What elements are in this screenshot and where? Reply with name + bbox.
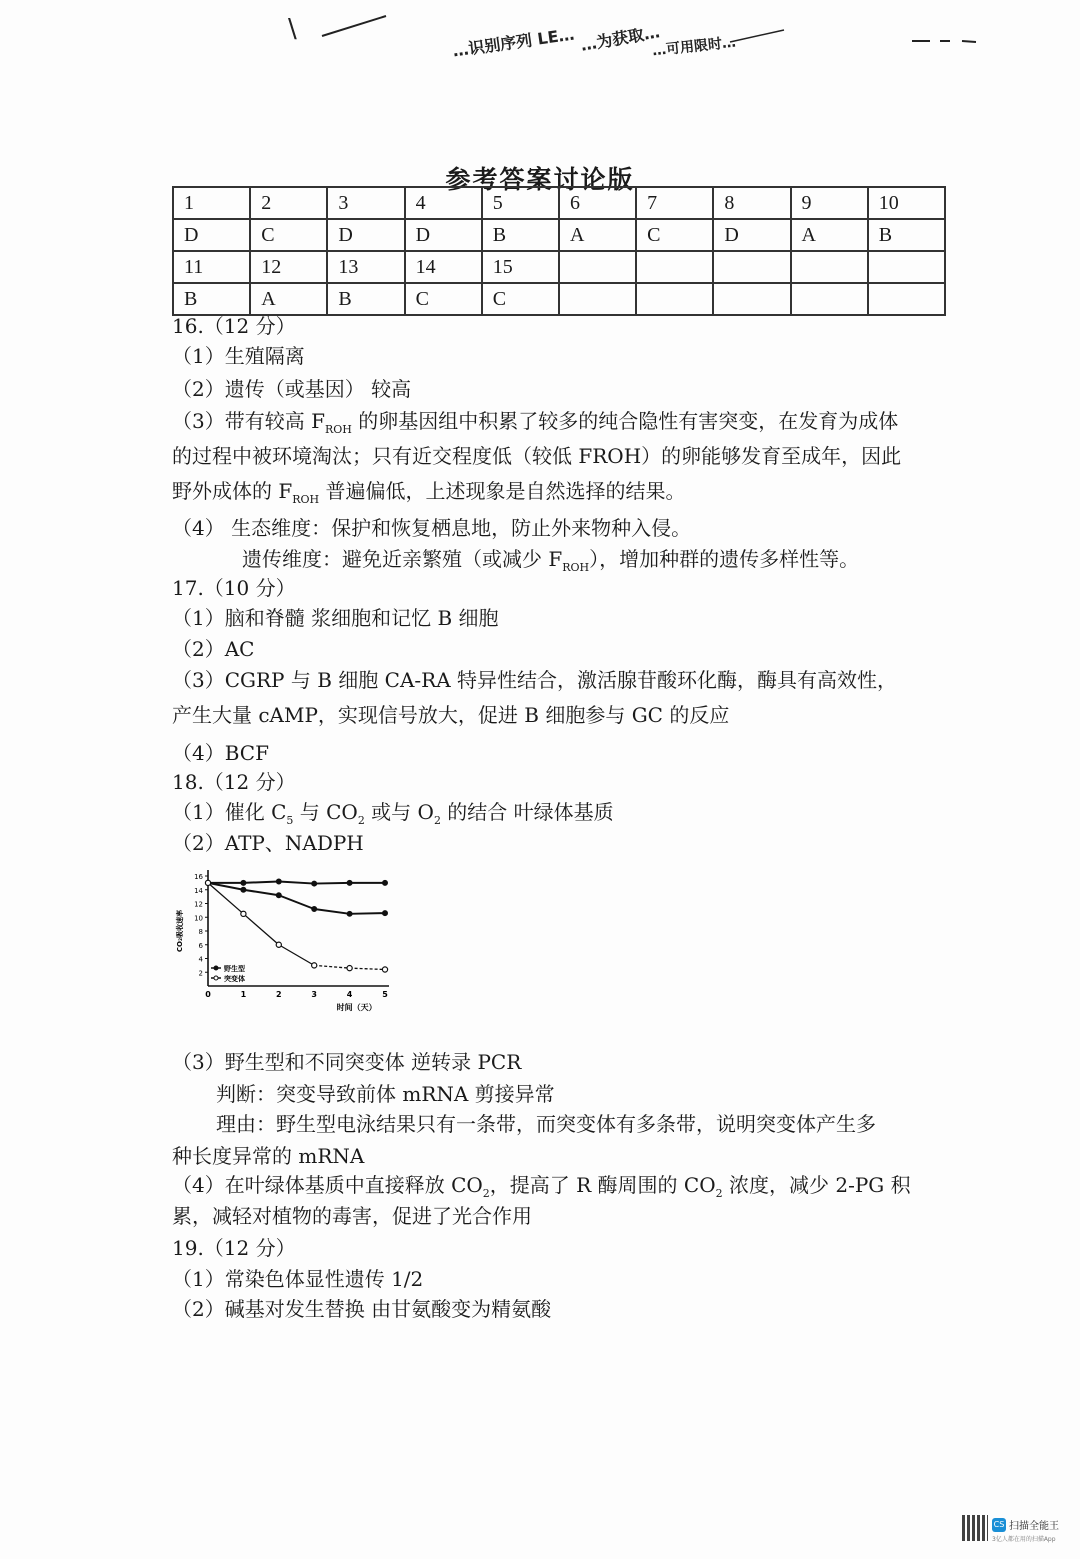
y-axis-label: CO₂吸收速率 bbox=[176, 909, 184, 953]
watermark-brand: 扫描全能王 bbox=[1009, 1521, 1059, 1532]
answer-table-cell: 11 bbox=[173, 251, 250, 283]
legend-label: 野生型 bbox=[224, 965, 245, 973]
q16-answer-3-line2: 的过程中被环境淘汰；只有近交程度低（较低 FROH）的卵能够发育至成年，因此 bbox=[172, 444, 902, 468]
header-fragment-middle: …识别序列 LE… bbox=[451, 24, 576, 61]
q16-answer-4-line1: （4） 生态维度：保护和恢复栖息地，防止外来物种入侵。 bbox=[172, 516, 692, 540]
answer-table-cell: D bbox=[173, 219, 250, 251]
q18-heading: 18.（12 分） bbox=[172, 770, 296, 794]
qr-code-icon bbox=[962, 1515, 988, 1541]
answer-table-cell bbox=[791, 251, 868, 283]
y-tick-label: 14 bbox=[194, 886, 203, 895]
series-line bbox=[314, 965, 349, 968]
x-tick-label: 3 bbox=[311, 990, 317, 999]
header-fragment-left: \ bbox=[288, 14, 297, 44]
legend-marker bbox=[214, 976, 218, 980]
series-line bbox=[243, 890, 278, 896]
series-line bbox=[279, 895, 314, 909]
answer-table bbox=[172, 186, 946, 316]
answer-table-cell: 5 bbox=[482, 187, 559, 219]
q19-answer-1: （1）常染色体显性遗传 1/2 bbox=[172, 1267, 424, 1291]
header-fragment-mid2: …为获取… bbox=[579, 22, 662, 55]
answer-table-cell: 12 bbox=[250, 251, 327, 283]
data-point bbox=[312, 963, 317, 968]
q18-a4-text-b: ，提高了 R 酶周围的 CO bbox=[489, 1173, 716, 1197]
q18-a4-text-a: （4）在叶绿体基质中直接释放 CO bbox=[172, 1173, 483, 1197]
answer-table-cell: A bbox=[250, 283, 327, 315]
scanner-watermark bbox=[962, 1515, 1062, 1545]
series-line bbox=[208, 883, 243, 914]
answer-table-cell: D bbox=[713, 219, 790, 251]
q16-a4-text-b: ），增加种群的遗传多样性等。 bbox=[589, 547, 860, 571]
x-tick-label: 5 bbox=[382, 990, 388, 999]
q19-heading: 19.（12 分） bbox=[172, 1236, 296, 1260]
q18-a1-sub-1: 5 bbox=[286, 814, 294, 827]
answer-table-cell bbox=[559, 251, 636, 283]
q16-answer-3-line1 bbox=[172, 406, 972, 445]
answer-table-cell: A bbox=[559, 219, 636, 251]
data-point bbox=[382, 967, 387, 972]
x-tick-label: 1 bbox=[240, 990, 247, 999]
x-axis-label: 时间（天） bbox=[336, 1003, 377, 1012]
answer-table-cell: D bbox=[405, 219, 482, 251]
q16-heading: 16.（12 分） bbox=[172, 314, 296, 338]
data-point bbox=[276, 893, 281, 898]
q17-answer-1: （1）脑和脊髓 浆细胞和记忆 B 细胞 bbox=[172, 606, 499, 630]
data-point bbox=[383, 880, 388, 885]
q16-a3-text-d: 普遍偏低，上述现象是自然选择的结果。 bbox=[319, 479, 686, 503]
answer-table-row bbox=[173, 251, 945, 283]
q18-a1-text-c: 或与 O bbox=[364, 800, 434, 824]
watermark-subtitle: 3亿人都在用的扫描App bbox=[992, 1536, 1056, 1543]
q18-a4-sub-2: 2 bbox=[715, 1187, 723, 1200]
q17-answer-2: （2）AC bbox=[172, 637, 255, 661]
data-point bbox=[241, 911, 246, 916]
header-stroke-3 bbox=[910, 36, 980, 46]
series-line bbox=[350, 913, 385, 914]
co2-absorption-chart bbox=[170, 858, 400, 1018]
legend-label: 突变体 bbox=[224, 975, 245, 983]
scan-header-fragments bbox=[0, 0, 1080, 90]
q16-answer-3-line3 bbox=[172, 476, 972, 515]
data-point bbox=[383, 911, 388, 916]
answer-table-row bbox=[173, 187, 945, 219]
x-tick-label: 4 bbox=[346, 990, 353, 999]
data-point bbox=[347, 880, 352, 885]
answer-table-cell: 10 bbox=[868, 187, 945, 219]
series-line bbox=[314, 883, 349, 884]
answer-table-cell: A bbox=[791, 219, 868, 251]
q18-answer-3-line4: 种长度异常的 mRNA bbox=[172, 1144, 365, 1168]
q18-a1-sub-2: 2 bbox=[357, 814, 365, 827]
answer-table-cell: 13 bbox=[327, 251, 404, 283]
x-tick-label: 0 bbox=[205, 990, 211, 999]
answer-table-cell: 1 bbox=[173, 187, 250, 219]
header-stroke-2 bbox=[728, 26, 788, 46]
data-point bbox=[205, 880, 210, 885]
y-tick-label: 4 bbox=[198, 955, 203, 964]
q18-a1-sub-3: 2 bbox=[433, 814, 441, 827]
answer-table-cell bbox=[868, 251, 945, 283]
answer-table-row bbox=[173, 219, 945, 251]
answer-table-cell: C bbox=[250, 219, 327, 251]
q16-a3-text-c: 野外成体的 F bbox=[172, 479, 293, 503]
q18-a1-text-b: 与 CO bbox=[293, 800, 358, 824]
data-point bbox=[241, 887, 246, 892]
legend-marker bbox=[214, 966, 218, 970]
y-tick-label: 8 bbox=[198, 928, 203, 936]
data-point bbox=[347, 966, 352, 971]
q19-answer-2: （2）碱基对发生替换 由甘氨酸变为精氨酸 bbox=[172, 1297, 552, 1321]
q17-answer-4: （4）BCF bbox=[172, 741, 269, 765]
q16-answer-1: （1）生殖隔离 bbox=[172, 344, 305, 368]
y-tick-label: 16 bbox=[194, 873, 203, 881]
answer-table-cell: B bbox=[482, 219, 559, 251]
q18-answer-3-line1: （3）野生型和不同突变体 逆转录 PCR bbox=[172, 1050, 522, 1074]
q18-a1-text-a: （1）催化 C bbox=[172, 800, 287, 824]
q16-a3-text-a: （3）带有较高 F bbox=[172, 409, 325, 433]
data-point bbox=[312, 881, 317, 886]
header-fragment-right: …可用限时… bbox=[651, 34, 737, 60]
answer-table-cell: 9 bbox=[791, 187, 868, 219]
answer-table-cell: B bbox=[327, 283, 404, 315]
y-tick-label: 12 bbox=[194, 900, 203, 909]
y-tick-label: 6 bbox=[198, 941, 203, 950]
answer-table-cell: C bbox=[405, 283, 482, 315]
data-point bbox=[276, 879, 281, 884]
answer-table-cell: C bbox=[636, 219, 713, 251]
series-line bbox=[243, 882, 278, 883]
answer-table-cell: D bbox=[327, 219, 404, 251]
q18-answer-3-line2: 判断：突变导致前体 mRNA 剪接异常 bbox=[216, 1082, 555, 1106]
series-line bbox=[279, 882, 314, 884]
y-tick-label: 2 bbox=[198, 969, 203, 978]
answer-table-cell: 7 bbox=[636, 187, 713, 219]
answer-table-cell: 2 bbox=[250, 187, 327, 219]
answer-table-cell: B bbox=[868, 219, 945, 251]
answer-table-cell: 4 bbox=[405, 187, 482, 219]
q18-answer-4-line2: 累，减轻对植物的毒害，促进了光合作用 bbox=[172, 1204, 532, 1228]
q18-a1-text-d: 的结合 叶绿体基质 bbox=[440, 800, 614, 824]
q16-a4-sub: ROH bbox=[562, 561, 590, 574]
q16-a3-sub-1: ROH bbox=[324, 423, 352, 436]
header-stroke-1 bbox=[320, 10, 390, 40]
series-line bbox=[208, 883, 243, 890]
series-line bbox=[314, 909, 349, 914]
answer-table-cell bbox=[713, 251, 790, 283]
q17-answer-3-line2: 产生大量 cAMP，实现信号放大，促进 B 细胞参与 GC 的反应 bbox=[172, 703, 730, 727]
q16-a3-text-b: 的卵基因组中积累了较多的纯合隐性有害突变，在发育为成体 bbox=[351, 409, 899, 433]
q18-answer-2: （2）ATP、NADPH bbox=[172, 831, 364, 855]
data-point bbox=[241, 880, 246, 885]
series-line bbox=[243, 914, 278, 945]
answer-table-cell: B bbox=[173, 283, 250, 315]
answer-table-cell: C bbox=[482, 283, 559, 315]
y-tick-label: 10 bbox=[194, 914, 203, 923]
data-point bbox=[347, 911, 352, 916]
camscanner-logo-icon: CS bbox=[992, 1518, 1006, 1532]
answer-table-cell: 6 bbox=[559, 187, 636, 219]
q16-answer-2: （2）遗传（或基因） 较高 bbox=[172, 377, 412, 401]
answer-table-cell bbox=[636, 251, 713, 283]
data-point bbox=[276, 942, 281, 947]
q16-a3-sub-2: ROH bbox=[292, 493, 320, 506]
answer-table-cell: 15 bbox=[482, 251, 559, 283]
q18-a4-text-c: 浓度，减少 2-PG 积 bbox=[722, 1173, 911, 1197]
q18-answer-3-line3: 理由：野生型电泳结果只有一条带，而突变体有多条带，说明突变体产生多 bbox=[216, 1112, 876, 1136]
x-tick-label: 2 bbox=[276, 990, 282, 999]
answer-table-cell: 14 bbox=[405, 251, 482, 283]
series-line bbox=[350, 968, 385, 969]
series-line bbox=[279, 945, 314, 966]
data-point bbox=[312, 907, 317, 912]
q16-a4-text-a: 遗传维度：避免近亲繁殖（或减少 F bbox=[242, 547, 563, 571]
page-title: 参考答案讨论版 bbox=[445, 165, 635, 194]
q17-answer-3-line1: （3）CGRP 与 B 细胞 CA-RA 特异性结合，激活腺苷酸环化酶，酶具有高效性， bbox=[172, 668, 898, 692]
answer-table-cell: 8 bbox=[713, 187, 790, 219]
answer-table-cell: 3 bbox=[327, 187, 404, 219]
q18-a4-sub-1: 2 bbox=[482, 1187, 490, 1200]
q17-heading: 17.（10 分） bbox=[172, 576, 296, 600]
